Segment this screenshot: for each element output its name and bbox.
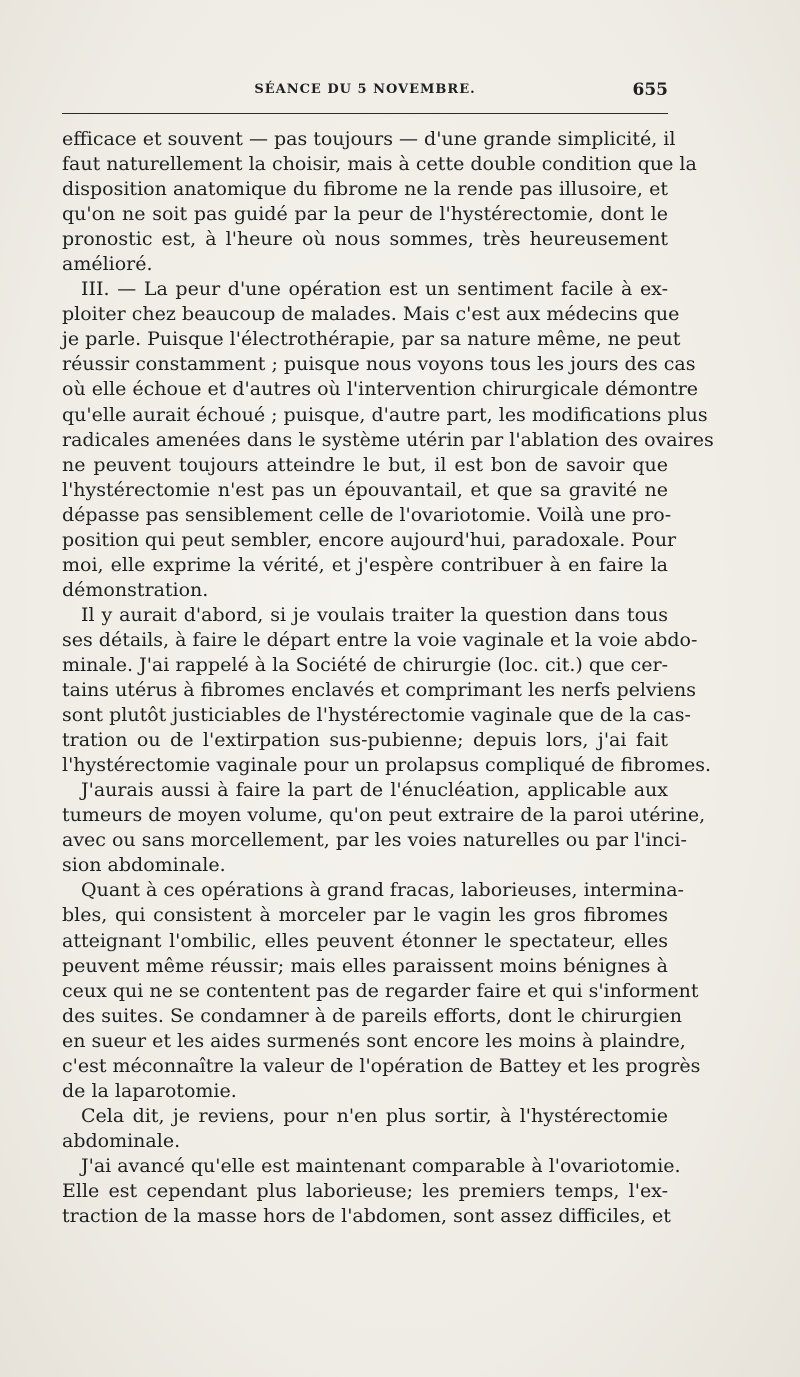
- page-number: 655: [632, 80, 668, 100]
- text-line: ceux qui ne se contentent pas de regarder faire et qui s'informent: [62, 979, 699, 1002]
- text-line: Quant à ces opérations à grand fracas, laborieuses, intermina-: [81, 879, 684, 902]
- text-line: de la laparotomie.: [62, 1079, 237, 1102]
- text-line: minale. J'ai rappelé à la Société de chirurgie (loc. cit.) que cer-: [62, 653, 668, 676]
- text-line: ses détails, à faire le départ entre la voie vaginale et la voie abdo-: [62, 628, 698, 651]
- text-line: Il y aurait d'abord, si je voulais traiter la question dans tous: [81, 603, 668, 626]
- text-line: faut naturellement la choisir, mais à cette double condition que la: [62, 153, 697, 176]
- text-line: efficace et souvent — pas toujours — d'une grande simplicité, il: [62, 128, 676, 150]
- text-line: peuvent même réussir; mais elles paraissent moins bénignes à: [62, 954, 668, 977]
- text-line: sion abdominale.: [62, 854, 226, 877]
- text-line: des suites. Se condamner à de pareils efforts, dont le chirurgien: [62, 1004, 682, 1027]
- text-line: J'aurais aussi à faire la part de l'énucléation, applicable aux: [81, 779, 668, 802]
- text-line: en sueur et les aides surmenés sont encore les moins à plaindre,: [62, 1029, 686, 1052]
- text-line: l'hystérectomie vaginale pour un prolapsus compliqué de fibromes.: [62, 754, 711, 777]
- text-line: dépasse pas sensiblement celle de l'ovariotomie. Voilà une pro-: [62, 503, 672, 526]
- text-line: III. — La peur d'une opération est un sentiment facile à ex-: [81, 278, 668, 301]
- text-line: qu'elle aurait échoué ; puisque, d'autre part, les modifications plus: [62, 403, 708, 426]
- text-line: ploiter chez beaucoup de malades. Mais c'est aux médecins que: [62, 303, 680, 326]
- text-line: tumeurs de moyen volume, qu'on peut extraire de la paroi utérine,: [62, 804, 706, 827]
- text-line: moi, elle exprime la vérité, et j'espère contribuer à en faire la: [62, 553, 668, 576]
- text-line: amélioré.: [62, 253, 153, 276]
- text-line: tains utérus à fibromes enclavés et comprimant les nerfs pelviens: [62, 679, 696, 702]
- text-line: je parle. Puisque l'électrothérapie, par sa nature même, ne peut: [62, 328, 681, 351]
- text-line: tration ou de l'extirpation sus-pubienne; depuis lors, j'ai fait: [62, 729, 668, 752]
- text-line: qu'on ne soit pas guidé par la peur de l'hystérectomie, dont le: [62, 203, 668, 226]
- body-text: [62, 127, 714, 1229]
- text-line: avec ou sans morcellement, par les voies naturelles ou par l'inci-: [62, 829, 687, 852]
- text-line: traction de la masse hors de l'abdomen, sont assez difficiles, et: [62, 1205, 671, 1228]
- text-line: sont plutôt justiciables de l'hystérectomie vaginale que de la cas-: [62, 704, 691, 727]
- text-line: J'ai avancé qu'elle est maintenant comparable à l'ovariotomie.: [81, 1154, 681, 1177]
- page-header: [62, 80, 668, 104]
- text-line: Cela dit, je reviens, pour n'en plus sortir, à l'hystérectomie: [81, 1104, 668, 1127]
- text-line: réussir constamment ; puisque nous voyons tous les jours des cas: [62, 353, 696, 376]
- text-line: position qui peut sembler, encore aujourd'hui, paradoxale. Pour: [62, 528, 677, 551]
- text-line: c'est méconnaître la valeur de l'opération de Battey et les progrès: [62, 1054, 701, 1077]
- text-line: bles, qui consistent à morceler par le vagin les gros fibromes: [62, 904, 668, 927]
- text-line: où elle échoue et d'autres où l'intervention chirurgicale démontre: [62, 378, 699, 401]
- running-title: SÉANCE DU 5 NOVEMBRE.: [254, 82, 476, 97]
- text-line: radicales amenées dans le système utérin par l'ablation des ovaires: [62, 428, 714, 451]
- header-rule: [62, 113, 668, 114]
- text-line: ne peuvent toujours atteindre le but, il est bon de savoir que: [62, 453, 668, 476]
- text-line: atteignant l'ombilic, elles peuvent étonner le spectateur, elles: [62, 929, 668, 952]
- text-line: abdominale.: [62, 1129, 181, 1152]
- text-line: Elle est cependant plus laborieuse; les premiers temps, l'ex-: [62, 1179, 668, 1202]
- text-line: pronostic est, à l'heure où nous sommes, très heureusement: [62, 228, 668, 251]
- text-line: l'hystérectomie n'est pas un épouvantail, et que sa gravité ne: [62, 478, 668, 501]
- text-line: démonstration.: [62, 578, 209, 601]
- text-line: disposition anatomique du fibrome ne la rende pas illusoire, et: [62, 178, 668, 201]
